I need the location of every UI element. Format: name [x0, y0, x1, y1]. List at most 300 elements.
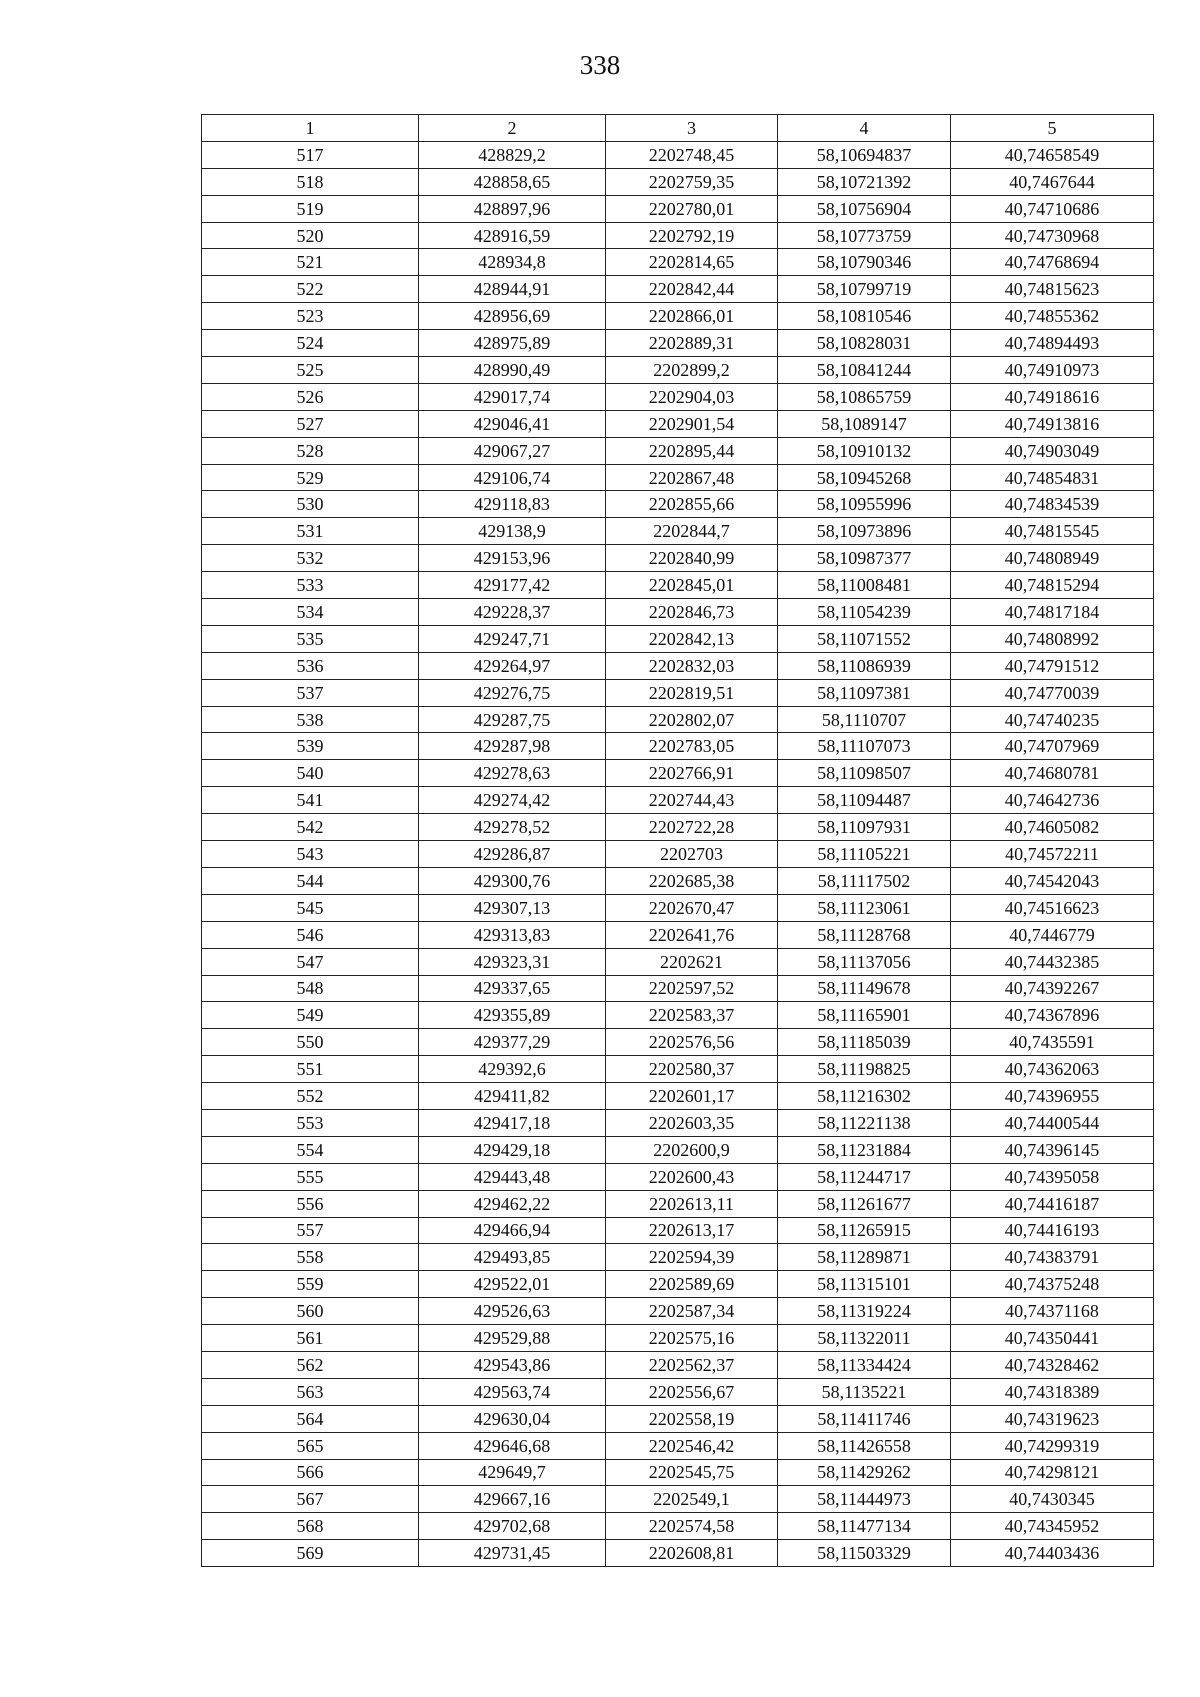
table-cell: 568 [202, 1513, 419, 1540]
table-cell: 429529,88 [419, 1325, 606, 1352]
table-cell: 429429,18 [419, 1136, 606, 1163]
table-cell: 58,10773759 [778, 222, 951, 249]
table-row [202, 1540, 1154, 1567]
table-body [202, 115, 1154, 1567]
table-cell: 2202783,05 [606, 733, 778, 760]
table-row [202, 222, 1154, 249]
table-cell: 428858,65 [419, 168, 606, 195]
table-cell: 429264,97 [419, 652, 606, 679]
table-cell: 429247,71 [419, 625, 606, 652]
table-cell: 2202722,28 [606, 814, 778, 841]
table-cell: 2202670,47 [606, 894, 778, 921]
table-cell: 546 [202, 921, 419, 948]
table-cell: 58,11231884 [778, 1136, 951, 1163]
table-row [202, 1432, 1154, 1459]
table-cell: 58,11137056 [778, 948, 951, 975]
table-cell: 40,74403436 [951, 1540, 1154, 1567]
table-cell: 551 [202, 1056, 419, 1083]
table-cell: 58,10790346 [778, 249, 951, 276]
table-cell: 58,11411746 [778, 1405, 951, 1432]
table-cell: 429731,45 [419, 1540, 606, 1567]
table-cell: 524 [202, 330, 419, 357]
table-cell: 58,11097381 [778, 679, 951, 706]
table-row [202, 357, 1154, 384]
table-cell: 428916,59 [419, 222, 606, 249]
table-cell: 428975,89 [419, 330, 606, 357]
table-row [202, 1244, 1154, 1271]
table-cell: 58,1135221 [778, 1378, 951, 1405]
table-row [202, 464, 1154, 491]
table-cell: 2202814,65 [606, 249, 778, 276]
table-cell: 2202545,75 [606, 1459, 778, 1486]
table-cell: 58,11426558 [778, 1432, 951, 1459]
table-cell: 428897,96 [419, 195, 606, 222]
table-cell: 534 [202, 599, 419, 626]
table-cell: 58,11185039 [778, 1029, 951, 1056]
table-cell: 567 [202, 1486, 419, 1513]
table-cell: 429667,16 [419, 1486, 606, 1513]
table-cell: 2202583,37 [606, 1002, 778, 1029]
table-cell: 58,10910132 [778, 437, 951, 464]
table-row [202, 303, 1154, 330]
table-cell: 40,74854831 [951, 464, 1154, 491]
table-cell: 559 [202, 1271, 419, 1298]
table-row [202, 975, 1154, 1002]
table-cell: 40,74815294 [951, 572, 1154, 599]
table-cell: 2202576,56 [606, 1029, 778, 1056]
table-cell: 58,11105221 [778, 841, 951, 868]
table-row [202, 1217, 1154, 1244]
table-cell: 550 [202, 1029, 419, 1056]
table-cell: 2202744,43 [606, 787, 778, 814]
table-row [202, 760, 1154, 787]
table-cell: 40,74432385 [951, 948, 1154, 975]
table-cell: 58,1089147 [778, 410, 951, 437]
table-cell: 40,7467644 [951, 168, 1154, 195]
table-cell: 58,11244717 [778, 1163, 951, 1190]
table-cell: 556 [202, 1190, 419, 1217]
table-cell: 428990,49 [419, 357, 606, 384]
table-cell: 428944,91 [419, 276, 606, 303]
table-row [202, 1298, 1154, 1325]
table-cell: 2202866,01 [606, 303, 778, 330]
table-cell: 58,11128768 [778, 921, 951, 948]
table-cell: 2202802,07 [606, 706, 778, 733]
table-cell: 429017,74 [419, 383, 606, 410]
table-cell: 2202575,16 [606, 1325, 778, 1352]
table-cell: 429466,94 [419, 1217, 606, 1244]
table-cell: 429337,65 [419, 975, 606, 1002]
table-cell: 2202641,76 [606, 921, 778, 948]
table-cell: 537 [202, 679, 419, 706]
table-cell: 40,74808949 [951, 545, 1154, 572]
table-cell: 2202899,2 [606, 357, 778, 384]
column-header: 4 [778, 115, 951, 142]
table-cell: 429286,87 [419, 841, 606, 868]
table-cell: 2202792,19 [606, 222, 778, 249]
table-cell: 2202621 [606, 948, 778, 975]
table-cell: 58,11221138 [778, 1109, 951, 1136]
table-row [202, 1190, 1154, 1217]
table-cell: 429630,04 [419, 1405, 606, 1432]
table-cell: 40,7446779 [951, 921, 1154, 948]
table-cell: 429649,7 [419, 1459, 606, 1486]
table-cell: 58,11107073 [778, 733, 951, 760]
table-cell: 40,74299319 [951, 1432, 1154, 1459]
table-cell: 543 [202, 841, 419, 868]
column-header: 3 [606, 115, 778, 142]
table-cell: 525 [202, 357, 419, 384]
table-cell: 58,11054239 [778, 599, 951, 626]
table-cell: 429307,13 [419, 894, 606, 921]
table-cell: 429228,37 [419, 599, 606, 626]
table-cell: 2202846,73 [606, 599, 778, 626]
table-cell: 429355,89 [419, 1002, 606, 1029]
table-cell: 549 [202, 1002, 419, 1029]
table-cell: 2202840,99 [606, 545, 778, 572]
table-cell: 429563,74 [419, 1378, 606, 1405]
column-header: 5 [951, 115, 1154, 142]
table-cell: 2202703 [606, 841, 778, 868]
table-cell: 2202594,39 [606, 1244, 778, 1271]
table-cell: 58,11149678 [778, 975, 951, 1002]
table-row [202, 545, 1154, 572]
table-cell: 2202901,54 [606, 410, 778, 437]
table-cell: 40,74367896 [951, 1002, 1154, 1029]
table-cell: 429411,82 [419, 1083, 606, 1110]
table-cell: 548 [202, 975, 419, 1002]
table-row [202, 1083, 1154, 1110]
table-cell: 2202558,19 [606, 1405, 778, 1432]
table-row [202, 437, 1154, 464]
table-cell: 566 [202, 1459, 419, 1486]
table-cell: 2202549,1 [606, 1486, 778, 1513]
table-cell: 429313,83 [419, 921, 606, 948]
table-cell: 40,74707969 [951, 733, 1154, 760]
table-cell: 58,11429262 [778, 1459, 951, 1486]
table-cell: 429274,42 [419, 787, 606, 814]
table-cell: 539 [202, 733, 419, 760]
table-cell: 2202844,7 [606, 518, 778, 545]
table-cell: 531 [202, 518, 419, 545]
table-cell: 58,10945268 [778, 464, 951, 491]
table-cell: 40,74815545 [951, 518, 1154, 545]
table-cell: 429323,31 [419, 948, 606, 975]
table-cell: 40,74740235 [951, 706, 1154, 733]
table-cell: 564 [202, 1405, 419, 1432]
table-cell: 40,74910973 [951, 357, 1154, 384]
table-cell: 2202832,03 [606, 652, 778, 679]
table-cell: 58,11098507 [778, 760, 951, 787]
table-cell: 429702,68 [419, 1513, 606, 1540]
table-cell: 2202842,44 [606, 276, 778, 303]
table-cell: 40,74642736 [951, 787, 1154, 814]
table-cell: 2202845,01 [606, 572, 778, 599]
table-row [202, 652, 1154, 679]
table-cell: 2202580,37 [606, 1056, 778, 1083]
table-cell: 58,11334424 [778, 1351, 951, 1378]
table-row [202, 1378, 1154, 1405]
table-cell: 569 [202, 1540, 419, 1567]
table-row [202, 599, 1154, 626]
table-cell: 555 [202, 1163, 419, 1190]
table-cell: 532 [202, 545, 419, 572]
table-cell: 58,10955996 [778, 491, 951, 518]
table-cell: 561 [202, 1325, 419, 1352]
table-cell: 58,1110707 [778, 706, 951, 733]
table-cell: 40,74383791 [951, 1244, 1154, 1271]
table-cell: 529 [202, 464, 419, 491]
table-cell: 58,11086939 [778, 652, 951, 679]
table-cell: 2202685,38 [606, 867, 778, 894]
table-cell: 2202597,52 [606, 975, 778, 1002]
table-cell: 40,74392267 [951, 975, 1154, 1002]
table-row [202, 330, 1154, 357]
table-row [202, 1513, 1154, 1540]
table-cell: 2202600,43 [606, 1163, 778, 1190]
table-cell: 428956,69 [419, 303, 606, 330]
table-cell: 40,74730968 [951, 222, 1154, 249]
table-cell: 428934,8 [419, 249, 606, 276]
table-cell: 429646,68 [419, 1432, 606, 1459]
table-cell: 40,74913816 [951, 410, 1154, 437]
table-cell: 545 [202, 894, 419, 921]
table-cell: 565 [202, 1432, 419, 1459]
table-row [202, 491, 1154, 518]
table-row [202, 1459, 1154, 1486]
table-cell: 58,11216302 [778, 1083, 951, 1110]
page-number: 338 [579, 50, 621, 80]
table-cell: 518 [202, 168, 419, 195]
table-cell: 58,10973896 [778, 518, 951, 545]
table-cell: 2202895,44 [606, 437, 778, 464]
table-row [202, 1109, 1154, 1136]
table-cell: 58,11008481 [778, 572, 951, 599]
table-cell: 40,74362063 [951, 1056, 1154, 1083]
table-cell: 429278,52 [419, 814, 606, 841]
table-cell: 58,11261677 [778, 1190, 951, 1217]
table-cell: 40,74572211 [951, 841, 1154, 868]
column-header: 1 [202, 115, 419, 142]
table-cell: 58,11444973 [778, 1486, 951, 1513]
table-cell: 429278,63 [419, 760, 606, 787]
table-cell: 2202546,42 [606, 1432, 778, 1459]
table-cell: 40,74658549 [951, 141, 1154, 168]
table-cell: 520 [202, 222, 419, 249]
table-cell: 429287,98 [419, 733, 606, 760]
table-cell: 429493,85 [419, 1244, 606, 1271]
table-row [202, 867, 1154, 894]
table-cell: 2202819,51 [606, 679, 778, 706]
table-cell: 58,11117502 [778, 867, 951, 894]
table-cell: 2202600,9 [606, 1136, 778, 1163]
table-cell: 429118,83 [419, 491, 606, 518]
table-cell: 429177,42 [419, 572, 606, 599]
table-cell: 519 [202, 195, 419, 222]
table-cell: 40,74396145 [951, 1136, 1154, 1163]
table-cell: 557 [202, 1217, 419, 1244]
table-cell: 528 [202, 437, 419, 464]
table-cell: 40,74319623 [951, 1405, 1154, 1432]
table-cell: 429522,01 [419, 1271, 606, 1298]
table-cell: 527 [202, 410, 419, 437]
table-cell: 429153,96 [419, 545, 606, 572]
table-cell: 553 [202, 1109, 419, 1136]
table-cell: 558 [202, 1244, 419, 1271]
table-cell: 58,10865759 [778, 383, 951, 410]
table-cell: 526 [202, 383, 419, 410]
table-cell: 40,74516623 [951, 894, 1154, 921]
table-cell: 429276,75 [419, 679, 606, 706]
table-cell: 2202613,11 [606, 1190, 778, 1217]
table-cell: 40,74768694 [951, 249, 1154, 276]
table-cell: 2202589,69 [606, 1271, 778, 1298]
table-cell: 535 [202, 625, 419, 652]
table-cell: 541 [202, 787, 419, 814]
table-cell: 58,11094487 [778, 787, 951, 814]
table-cell: 562 [202, 1351, 419, 1378]
table-cell: 40,74903049 [951, 437, 1154, 464]
table-cell: 544 [202, 867, 419, 894]
table-cell: 429138,9 [419, 518, 606, 545]
table-cell: 40,74400544 [951, 1109, 1154, 1136]
table-cell: 521 [202, 249, 419, 276]
table-cell: 530 [202, 491, 419, 518]
table-row [202, 948, 1154, 975]
table-cell: 40,74834539 [951, 491, 1154, 518]
table-row [202, 249, 1154, 276]
table-cell: 58,11503329 [778, 1540, 951, 1567]
table-cell: 563 [202, 1378, 419, 1405]
table-cell: 40,74770039 [951, 679, 1154, 706]
table-cell: 533 [202, 572, 419, 599]
table-row [202, 410, 1154, 437]
table-cell: 2202780,01 [606, 195, 778, 222]
table-cell: 429526,63 [419, 1298, 606, 1325]
table-row [202, 383, 1154, 410]
table-cell: 40,74371168 [951, 1298, 1154, 1325]
table-cell: 40,74345952 [951, 1513, 1154, 1540]
table-cell: 58,10756904 [778, 195, 951, 222]
table-cell: 429046,41 [419, 410, 606, 437]
table-cell: 58,11289871 [778, 1244, 951, 1271]
table-cell: 58,11071552 [778, 625, 951, 652]
table-cell: 58,10694837 [778, 141, 951, 168]
table-cell: 522 [202, 276, 419, 303]
table-cell: 40,74605082 [951, 814, 1154, 841]
table-cell: 560 [202, 1298, 419, 1325]
table-row [202, 141, 1154, 168]
table-cell: 58,11198825 [778, 1056, 951, 1083]
table-cell: 429287,75 [419, 706, 606, 733]
table-cell: 523 [202, 303, 419, 330]
table-cell: 429392,6 [419, 1056, 606, 1083]
table-cell: 40,74815623 [951, 276, 1154, 303]
table-cell: 2202601,17 [606, 1083, 778, 1110]
table-cell: 40,74350441 [951, 1325, 1154, 1352]
table-cell: 40,74416187 [951, 1190, 1154, 1217]
table-cell: 2202842,13 [606, 625, 778, 652]
column-header: 2 [419, 115, 606, 142]
table-cell: 58,11123061 [778, 894, 951, 921]
table-cell: 58,10721392 [778, 168, 951, 195]
table-cell: 40,74817184 [951, 599, 1154, 626]
table-cell: 40,74396955 [951, 1083, 1154, 1110]
table-cell: 2202766,91 [606, 760, 778, 787]
table-cell: 547 [202, 948, 419, 975]
table-cell: 554 [202, 1136, 419, 1163]
table-cell: 58,11165901 [778, 1002, 951, 1029]
table-cell: 58,10987377 [778, 545, 951, 572]
table-cell: 58,11315101 [778, 1271, 951, 1298]
table-cell: 40,74375248 [951, 1271, 1154, 1298]
table-cell: 429543,86 [419, 1351, 606, 1378]
table-cell: 2202613,17 [606, 1217, 778, 1244]
table-cell: 40,74894493 [951, 330, 1154, 357]
table-cell: 40,74416193 [951, 1217, 1154, 1244]
table-cell: 2202867,48 [606, 464, 778, 491]
table-cell: 58,11477134 [778, 1513, 951, 1540]
table-cell: 2202748,45 [606, 141, 778, 168]
table-cell: 58,11322011 [778, 1325, 951, 1352]
table-row [202, 706, 1154, 733]
table-row [202, 679, 1154, 706]
table-cell: 40,74328462 [951, 1351, 1154, 1378]
table-cell: 429106,74 [419, 464, 606, 491]
table-cell: 40,74680781 [951, 760, 1154, 787]
table-row [202, 572, 1154, 599]
table-cell: 40,74298121 [951, 1459, 1154, 1486]
table-row [202, 625, 1154, 652]
table-cell: 428829,2 [419, 141, 606, 168]
table-cell: 40,74918616 [951, 383, 1154, 410]
table-cell: 517 [202, 141, 419, 168]
table-row [202, 1325, 1154, 1352]
table-row [202, 1271, 1154, 1298]
table-cell: 40,74808992 [951, 625, 1154, 652]
table-cell: 40,74542043 [951, 867, 1154, 894]
table-cell: 40,74395058 [951, 1163, 1154, 1190]
table-row [202, 1002, 1154, 1029]
table-cell: 58,10810546 [778, 303, 951, 330]
table-row [202, 1029, 1154, 1056]
table-row [202, 1136, 1154, 1163]
table-row [202, 518, 1154, 545]
table-cell: 2202603,35 [606, 1109, 778, 1136]
table-cell: 429443,48 [419, 1163, 606, 1190]
table-row [202, 1163, 1154, 1190]
table-row [202, 1351, 1154, 1378]
table-row [202, 921, 1154, 948]
table-cell: 58,10799719 [778, 276, 951, 303]
table-cell: 429300,76 [419, 867, 606, 894]
table-row [202, 168, 1154, 195]
table-row [202, 814, 1154, 841]
table-cell: 40,74855362 [951, 303, 1154, 330]
table-cell: 429377,29 [419, 1029, 606, 1056]
table-cell: 552 [202, 1083, 419, 1110]
table-cell: 2202889,31 [606, 330, 778, 357]
table-cell: 58,11097931 [778, 814, 951, 841]
table-cell: 2202587,34 [606, 1298, 778, 1325]
table-cell: 2202608,81 [606, 1540, 778, 1567]
table-cell: 2202574,58 [606, 1513, 778, 1540]
table-row [202, 276, 1154, 303]
table-cell: 58,11265915 [778, 1217, 951, 1244]
table-cell: 58,11319224 [778, 1298, 951, 1325]
table-cell: 538 [202, 706, 419, 733]
table-header-row [202, 115, 1154, 142]
